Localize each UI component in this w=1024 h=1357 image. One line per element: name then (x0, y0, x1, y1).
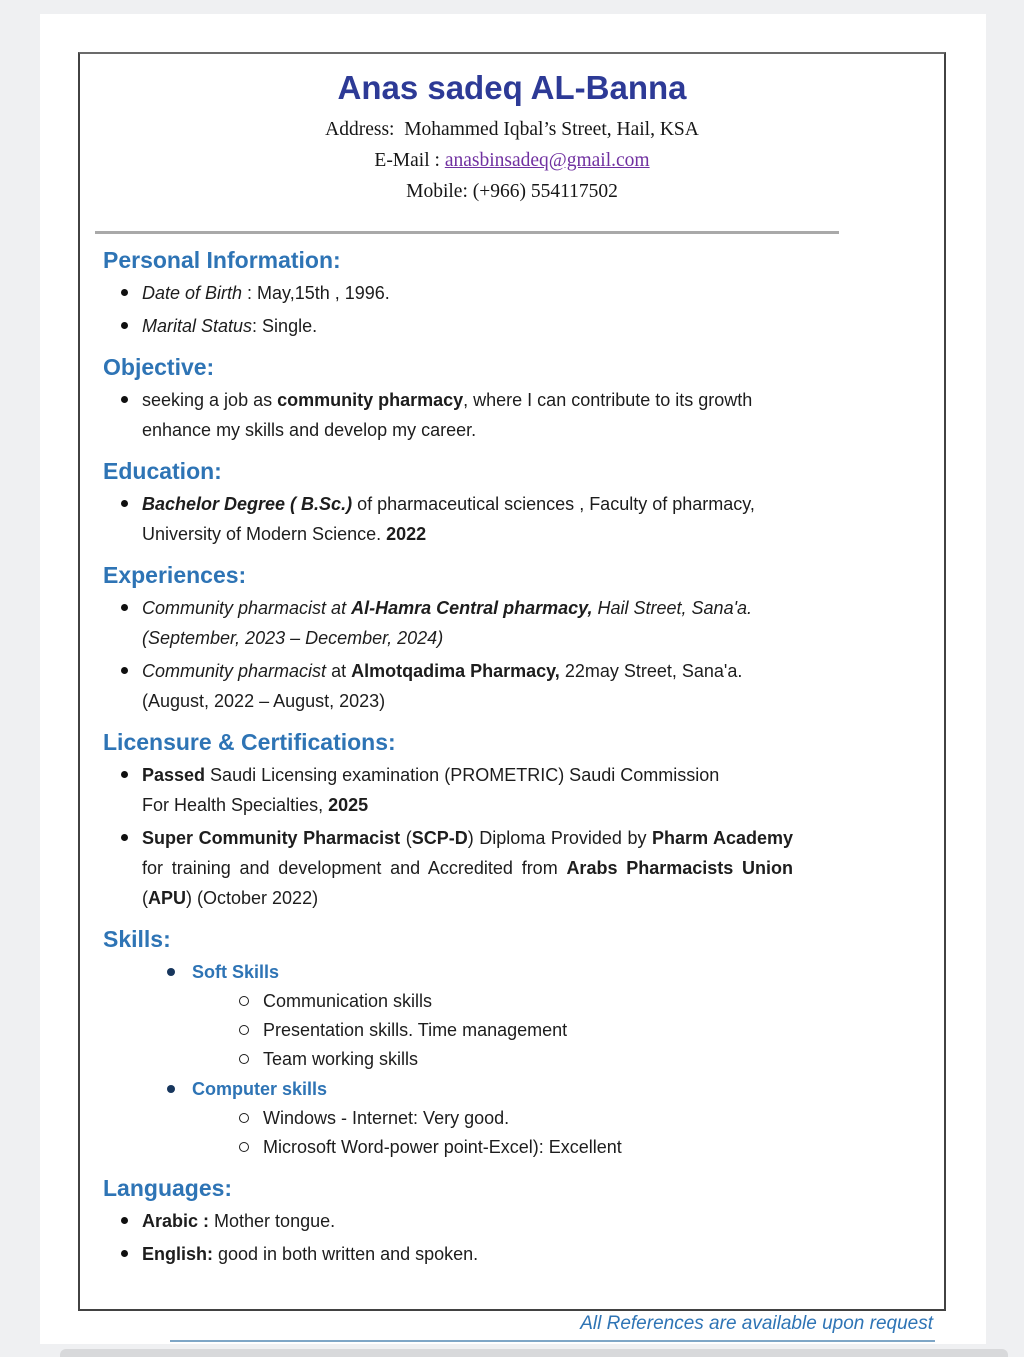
address-label: Address: (325, 119, 395, 140)
skills-group-computer (103, 1074, 888, 1162)
skills-heading: Skills: (103, 926, 171, 952)
objective-heading: Objective: (103, 354, 215, 380)
experiences-heading: Experiences: (103, 562, 247, 588)
education-item: Bachelor Degree ( B.Sc.) of pharmaceutical sciences , Faculty of pharmacy, University of Modern Science. 2022 (103, 489, 888, 549)
marital-status-item: Marital Status: Single. (103, 311, 888, 341)
email-label: E-Mail : (374, 150, 440, 171)
section-objective (103, 354, 888, 445)
experience-item-alhamra: Community pharmacist at Al-Hamra Central pharmacy, Hail Street, Sana'a. (September, 2023 – December, 2024) (103, 593, 888, 653)
candidate-name: Anas sadeq AL-Banna (337, 69, 687, 106)
resume-header (82, 68, 942, 207)
references-note-text: All References are available upon request (580, 1313, 933, 1334)
skill-item: Microsoft Word-power point-Excel): Excellent (192, 1133, 888, 1162)
languages-heading: Languages: (103, 1175, 233, 1201)
soft-skills-sublist (192, 987, 888, 1074)
section-personal-information (103, 247, 888, 341)
licensure-list (103, 760, 888, 913)
soft-skills-label: Soft Skills (192, 962, 280, 982)
language-item-english: English: good in both written and spoken. (103, 1239, 888, 1269)
email-line (82, 145, 942, 176)
personal-information-list (103, 278, 888, 341)
personal-information-heading: Personal Information: (103, 247, 341, 273)
section-education (103, 458, 888, 549)
header-divider (95, 231, 839, 234)
address-line (82, 114, 942, 145)
address-value: Mohammed Iqbal’s Street, Hail, KSA (404, 119, 699, 140)
skill-item: Communication skills (192, 987, 888, 1016)
section-licensure-certifications (103, 729, 888, 913)
licensure-heading: Licensure & Certifications: (103, 729, 396, 755)
next-page-edge (60, 1349, 1008, 1357)
skill-item: Presentation skills. Time management (192, 1016, 888, 1045)
mobile-value: (+966) 554117502 (472, 181, 618, 202)
section-experiences (103, 562, 888, 716)
computer-skills-label: Computer skills (192, 1079, 328, 1099)
skills-group-soft (103, 957, 888, 1074)
skill-item: Windows - Internet: Very good. (192, 1104, 888, 1133)
mobile-label: Mobile: (406, 181, 468, 202)
skills-list (103, 957, 888, 1162)
education-heading: Education: (103, 458, 222, 484)
section-languages (103, 1175, 888, 1269)
experiences-list (103, 593, 888, 716)
resume-page (40, 14, 986, 1344)
licensure-item-scpd-diploma: Super Community Pharmacist (SCP-D) Diploma Provided by Pharm Academy for training and development and Accredited from Arabs Pharmacists Union (APU) (October 2022) (103, 823, 793, 913)
languages-list (103, 1206, 888, 1269)
mobile-line (82, 176, 942, 207)
skill-item: Team working skills (192, 1045, 888, 1074)
objective-list (103, 385, 888, 445)
section-skills (103, 926, 888, 1162)
experience-item-almotqadima: Community pharmacist at Almotqadima Pharmacy, 22may Street, Sana'a. (August, 2022 – August, 2023) (103, 656, 888, 716)
education-list (103, 489, 888, 549)
objective-item: seeking a job as community pharmacy, where I can contribute to its growth enhance my skills and develop my career. (103, 385, 888, 445)
date-of-birth-item: Date of Birth : May,15th , 1996. (103, 278, 888, 308)
references-note (170, 1313, 935, 1342)
email-link[interactable]: anasbinsadeq@gmail.com (444, 150, 650, 171)
licensure-item-prometric: Passed Saudi Licensing examination (PROMETRIC) Saudi Commission For Health Specialties, 2025 (103, 760, 888, 820)
language-item-arabic: Arabic : Mother tongue. (103, 1206, 888, 1236)
computer-skills-sublist (192, 1104, 888, 1162)
resume-frame (78, 52, 946, 1311)
